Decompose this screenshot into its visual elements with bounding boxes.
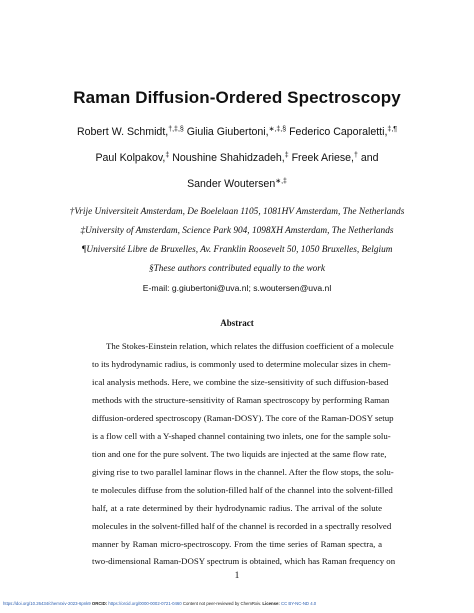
author-line-2 (30, 151, 444, 165)
author-affiliation-marks: †,‡,§ (168, 126, 184, 133)
corresponding-email: E-mail: g.giubertoni@uva.nl; s.woutersen@uva.nl (142, 283, 332, 293)
abstract-line: methods with the structure-sensitivity of Raman spectroscopy by performing Raman (92, 395, 390, 405)
orcid-link[interactable]: https://orcid.org/0000-0002-0721-0460 (108, 601, 182, 606)
affiliation-line: ‡University of Amsterdam, Science Park 904, 1098XH Amsterdam, The Netherlands (80, 226, 394, 236)
abstract-line: ical analysis methods. Here, we combine the size-sensitivity of such diffusion-based (92, 377, 389, 387)
author-conjunction: and (357, 152, 379, 164)
author-affiliation-marks: ‡ (284, 152, 289, 159)
abstract-line: giving rise to two parallel laminar flows in the channel. After the flow stops, the solu- (92, 467, 394, 477)
abstract-heading: Abstract (220, 318, 254, 328)
affiliation-line: †Vrije Universiteit Amsterdam, De Boelelaan 1105, 1081HV Amsterdam, The Netherlands (69, 207, 405, 217)
abstract-line: two-dimensional Raman-DOSY spectrum is obtained, which has Raman frequency on (92, 556, 396, 566)
abstract-line: molecules in the solvent-filled half of the channel is recorded in a spectrally resolved (92, 521, 392, 531)
abstract-line: diffusion-ordered spectroscopy (Raman-DOSY). The core of the Raman-DOSY setup (92, 413, 394, 423)
abstract-line: The Stokes-Einstein relation, which relates the diffusion coefficient of a molecule (106, 341, 394, 351)
abstract-line: manner by Raman micro-spectroscopy. From the time series of Raman spectra, a (92, 539, 382, 549)
author-line-1 (30, 125, 444, 139)
author-affiliation-marks: ‡ (165, 152, 170, 159)
author-affiliation-marks: † (353, 152, 358, 159)
author-name: Noushine Shahidzadeh, (169, 152, 285, 164)
abstract-line: tion and one for the pure solvent. The two liquids are injected at the same flow rate, (92, 449, 387, 459)
author-affiliation-marks: ∗,‡ (275, 178, 287, 185)
abstract-line: to its hydrodynamic radius, is commonly used to determine molecular sizes in chem- (92, 359, 391, 369)
author-line-3 (30, 177, 444, 191)
author-affiliation-marks: ∗,‡,§ (268, 126, 287, 133)
abstract-line: half, at a rate determined by their hydrodynamic radius. The arrival of the solute (92, 503, 382, 513)
author-name: Robert W. Schmidt, (76, 126, 169, 138)
doi-link[interactable]: https://doi.org/10.26434/chemrxiv-2023-6pnk9 (3, 601, 91, 606)
abstract-line: is a flow cell with a Y-shaped channel containing two inlets, one for the sample solu- (92, 431, 391, 441)
paper-title: Raman Diffusion-Ordered Spectroscopy (73, 88, 401, 107)
affiliation-line: ¶Université Libre de Bruxelles, Av. Franklin Roosevelt 50, 1050 Bruxelles, Belgium (81, 245, 393, 255)
page-number: 1 (234, 571, 240, 581)
author-name: Federico Caporaletti, (286, 126, 388, 138)
author-name: Giulia Giubertoni, (183, 126, 269, 138)
orcid-label: ORCID: (91, 601, 108, 606)
author-name: Sander Woutersen (187, 178, 276, 190)
contribution-note: §These authors contributed equally to the work (148, 264, 326, 274)
peer-review-notice: Content not peer-reviewed by ChemRxiv. (182, 601, 262, 606)
preprint-footer (3, 601, 473, 606)
abstract-line: te molecules diffuse from the solution-filled half of the channel into the solvent-filled (92, 485, 393, 495)
author-affiliation-marks: ‡,¶ (387, 126, 398, 133)
license-label: License: (262, 601, 280, 606)
author-name: Freek Ariese, (288, 152, 354, 164)
author-name: Paul Kolpakov, (95, 152, 166, 164)
license-link[interactable]: CC BY-NC-ND 4.0 (281, 601, 317, 606)
